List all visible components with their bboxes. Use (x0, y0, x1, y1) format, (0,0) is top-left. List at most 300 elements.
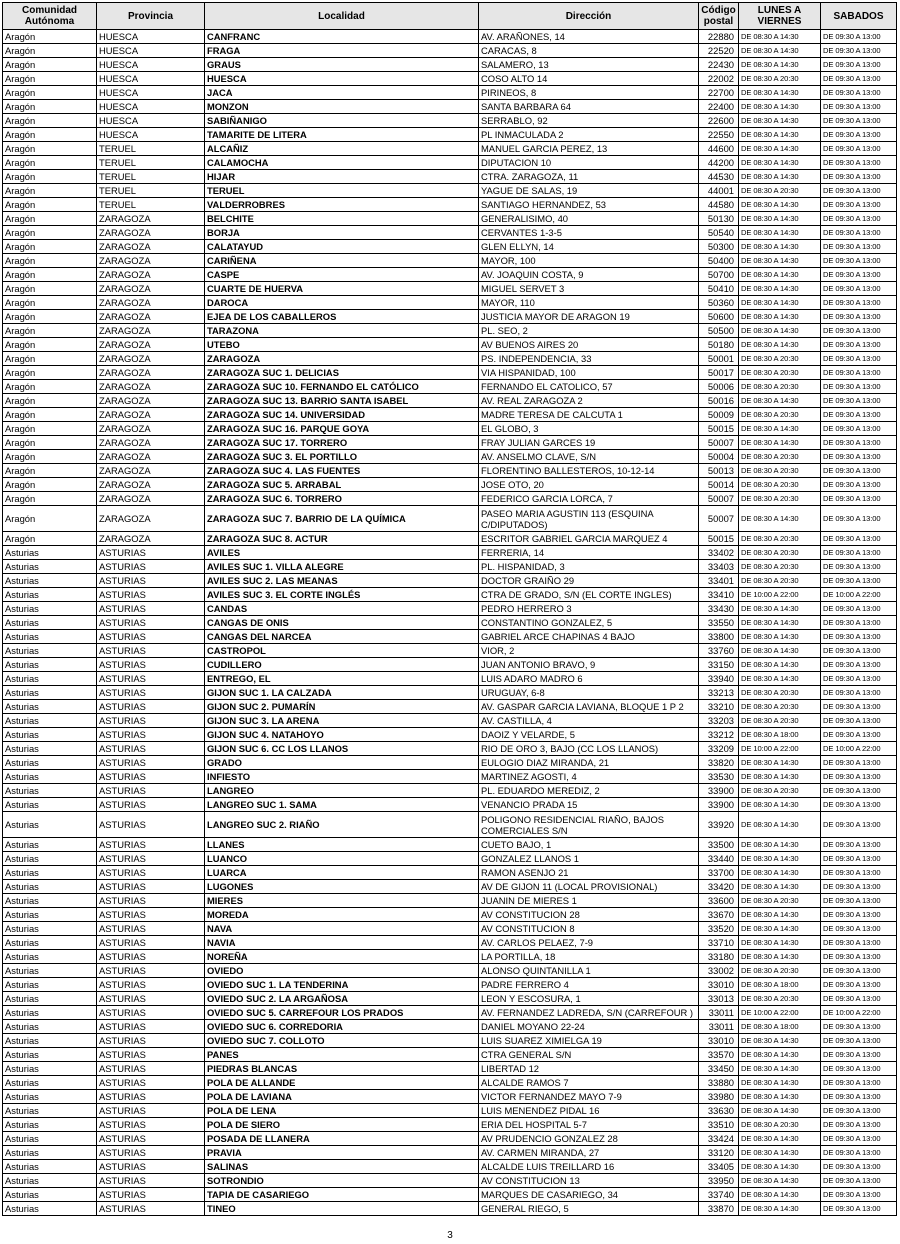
cell-localidad: POLA DE LAVIANA (205, 1090, 479, 1104)
cell-sabados: DE 09:30 A 13:00 (821, 658, 897, 672)
cell-localidad: PANES (205, 1048, 479, 1062)
table-row (3, 184, 897, 198)
table-row (3, 1076, 897, 1090)
cell-lunes-viernes: DE 08:30 A 14:30 (739, 1104, 821, 1118)
cell-comunidad: Asturias (3, 908, 97, 922)
cell-direccion: JUANIN DE MIERES 1 (479, 894, 699, 908)
cell-lunes-viernes: DE 08:30 A 14:30 (739, 128, 821, 142)
cell-provincia: HUESCA (97, 44, 205, 58)
cell-lunes-viernes: DE 08:30 A 14:30 (739, 310, 821, 324)
cell-lunes-viernes: DE 08:30 A 20:30 (739, 964, 821, 978)
cell-lunes-viernes: DE 08:30 A 20:30 (739, 72, 821, 86)
table-row (3, 644, 897, 658)
cell-direccion: ALONSO QUINTANILLA 1 (479, 964, 699, 978)
cell-comunidad: Asturias (3, 992, 97, 1006)
cell-codigo-postal: 33209 (699, 742, 739, 756)
cell-localidad: LANGREO SUC 1. SAMA (205, 798, 479, 812)
cell-comunidad: Aragón (3, 422, 97, 436)
cell-localidad: ZARAGOZA SUC 10. FERNANDO EL CATÓLICO (205, 380, 479, 394)
cell-comunidad: Asturias (3, 602, 97, 616)
cell-codigo-postal: 33740 (699, 1188, 739, 1202)
cell-sabados: DE 09:30 A 13:00 (821, 436, 897, 450)
cell-codigo-postal: 33940 (699, 672, 739, 686)
header-row (3, 3, 897, 30)
cell-codigo-postal: 33550 (699, 616, 739, 630)
cell-lunes-viernes: DE 08:30 A 20:30 (739, 560, 821, 574)
cell-comunidad: Asturias (3, 894, 97, 908)
cell-provincia: ASTURIAS (97, 978, 205, 992)
cell-lunes-viernes: DE 08:30 A 14:30 (739, 1062, 821, 1076)
table-row (3, 408, 897, 422)
cell-lunes-viernes: DE 08:30 A 14:30 (739, 422, 821, 436)
cell-comunidad: Aragón (3, 58, 97, 72)
table-row (3, 128, 897, 142)
cell-sabados: DE 09:30 A 13:00 (821, 1048, 897, 1062)
cell-provincia: ASTURIAS (97, 936, 205, 950)
cell-sabados: DE 09:30 A 13:00 (821, 128, 897, 142)
table-row (3, 770, 897, 784)
cell-sabados: DE 09:30 A 13:00 (821, 532, 897, 546)
cell-direccion: PL. SEO, 2 (479, 324, 699, 338)
cell-provincia: ASTURIAS (97, 1090, 205, 1104)
cell-direccion: ALCALDE LUIS TREILLARD 16 (479, 1160, 699, 1174)
cell-direccion: GENERALISIMO, 40 (479, 212, 699, 226)
cell-provincia: ZARAGOZA (97, 338, 205, 352)
cell-comunidad: Asturias (3, 1188, 97, 1202)
cell-direccion: MAYOR, 110 (479, 296, 699, 310)
branch-table-sheet (2, 2, 896, 1216)
cell-codigo-postal: 33430 (699, 602, 739, 616)
cell-localidad: ENTREGO, EL (205, 672, 479, 686)
cell-direccion: AV CONSTITUCION 28 (479, 908, 699, 922)
table-row (3, 100, 897, 114)
header-direccion: Dirección (479, 3, 699, 30)
cell-direccion: FERRERIA, 14 (479, 546, 699, 560)
cell-localidad: POSADA DE LLANERA (205, 1132, 479, 1146)
cell-direccion: POLIGONO RESIDENCIAL RIAÑO, BAJOS COMERCIALES S/N (479, 812, 699, 838)
cell-localidad: TAPIA DE CASARIEGO (205, 1188, 479, 1202)
cell-sabados: DE 09:30 A 13:00 (821, 156, 897, 170)
cell-sabados: DE 09:30 A 13:00 (821, 1076, 897, 1090)
cell-comunidad: Aragón (3, 184, 97, 198)
cell-comunidad: Asturias (3, 672, 97, 686)
cell-direccion: PIRINEOS, 8 (479, 86, 699, 100)
cell-direccion: SALAMERO, 13 (479, 58, 699, 72)
cell-direccion: VENANCIO PRADA 15 (479, 798, 699, 812)
cell-direccion: EL GLOBO, 3 (479, 422, 699, 436)
cell-lunes-viernes: DE 08:30 A 14:30 (739, 644, 821, 658)
table-row (3, 964, 897, 978)
cell-direccion: VIOR, 2 (479, 644, 699, 658)
cell-comunidad: Asturias (3, 950, 97, 964)
cell-codigo-postal: 50001 (699, 352, 739, 366)
cell-comunidad: Asturias (3, 1006, 97, 1020)
table-row (3, 852, 897, 866)
cell-lunes-viernes: DE 08:30 A 14:30 (739, 756, 821, 770)
cell-sabados: DE 09:30 A 13:00 (821, 422, 897, 436)
cell-provincia: ASTURIAS (97, 728, 205, 742)
cell-sabados: DE 09:30 A 13:00 (821, 58, 897, 72)
cell-lunes-viernes: DE 08:30 A 14:30 (739, 1132, 821, 1146)
cell-localidad: DAROCA (205, 296, 479, 310)
cell-provincia: ASTURIAS (97, 1202, 205, 1216)
cell-localidad: OVIEDO SUC 1. LA TENDERINA (205, 978, 479, 992)
cell-localidad: GIJON SUC 2. PUMARÍN (205, 700, 479, 714)
cell-sabados: DE 09:30 A 13:00 (821, 506, 897, 532)
table-row (3, 1090, 897, 1104)
cell-codigo-postal: 33900 (699, 784, 739, 798)
cell-direccion: GABRIEL ARCE CHAPINAS 4 BAJO (479, 630, 699, 644)
cell-direccion: JUSTICIA MAYOR DE ARAGON 19 (479, 310, 699, 324)
cell-lunes-viernes: DE 08:30 A 14:30 (739, 282, 821, 296)
cell-lunes-viernes: DE 08:30 A 14:30 (739, 1202, 821, 1216)
cell-lunes-viernes: DE 08:30 A 14:30 (739, 142, 821, 156)
cell-lunes-viernes: DE 08:30 A 14:30 (739, 798, 821, 812)
cell-comunidad: Aragón (3, 352, 97, 366)
table-row (3, 72, 897, 86)
cell-provincia: TERUEL (97, 170, 205, 184)
cell-sabados: DE 09:30 A 13:00 (821, 282, 897, 296)
cell-comunidad: Aragón (3, 282, 97, 296)
cell-direccion: AV CONSTITUCION 13 (479, 1174, 699, 1188)
cell-direccion: MANUEL GARCIA PEREZ, 13 (479, 142, 699, 156)
cell-direccion: ERIA DEL HOSPITAL 5-7 (479, 1118, 699, 1132)
cell-sabados: DE 09:30 A 13:00 (821, 366, 897, 380)
cell-provincia: ASTURIAS (97, 798, 205, 812)
cell-comunidad: Aragón (3, 212, 97, 226)
cell-codigo-postal: 50015 (699, 532, 739, 546)
cell-lunes-viernes: DE 08:30 A 14:30 (739, 254, 821, 268)
table-row (3, 1104, 897, 1118)
cell-direccion: MAYOR, 100 (479, 254, 699, 268)
cell-sabados: DE 09:30 A 13:00 (821, 450, 897, 464)
cell-lunes-viernes: DE 08:30 A 14:30 (739, 436, 821, 450)
cell-sabados: DE 09:30 A 13:00 (821, 770, 897, 784)
cell-provincia: ASTURIAS (97, 546, 205, 560)
cell-sabados: DE 09:30 A 13:00 (821, 560, 897, 574)
cell-localidad: LLANES (205, 838, 479, 852)
cell-codigo-postal: 44600 (699, 142, 739, 156)
cell-codigo-postal: 22880 (699, 30, 739, 44)
cell-lunes-viernes: DE 08:30 A 14:30 (739, 880, 821, 894)
cell-provincia: ASTURIAS (97, 1076, 205, 1090)
cell-lunes-viernes: DE 08:30 A 14:30 (739, 658, 821, 672)
cell-provincia: ASTURIAS (97, 756, 205, 770)
cell-provincia: ASTURIAS (97, 588, 205, 602)
cell-codigo-postal: 33203 (699, 714, 739, 728)
cell-localidad: OVIEDO SUC 2. LA ARGAÑOSA (205, 992, 479, 1006)
cell-lunes-viernes: DE 08:30 A 14:30 (739, 630, 821, 644)
cell-direccion: GONZALEZ LLANOS 1 (479, 852, 699, 866)
cell-codigo-postal: 50410 (699, 282, 739, 296)
table-row (3, 58, 897, 72)
table-row (3, 798, 897, 812)
cell-codigo-postal: 22400 (699, 100, 739, 114)
cell-provincia: ASTURIAS (97, 1160, 205, 1174)
table-row (3, 532, 897, 546)
cell-codigo-postal: 33700 (699, 866, 739, 880)
cell-codigo-postal: 22600 (699, 114, 739, 128)
cell-provincia: ASTURIAS (97, 770, 205, 784)
cell-provincia: ASTURIAS (97, 922, 205, 936)
cell-codigo-postal: 33010 (699, 978, 739, 992)
cell-lunes-viernes: DE 08:30 A 14:30 (739, 770, 821, 784)
cell-direccion: GLEN ELLYN, 14 (479, 240, 699, 254)
table-row (3, 714, 897, 728)
cell-comunidad: Aragón (3, 128, 97, 142)
cell-direccion: PL. HISPANIDAD, 3 (479, 560, 699, 574)
cell-sabados: DE 09:30 A 13:00 (821, 100, 897, 114)
cell-sabados: DE 09:30 A 13:00 (821, 478, 897, 492)
cell-localidad: LANGREO (205, 784, 479, 798)
cell-comunidad: Aragón (3, 114, 97, 128)
cell-provincia: ASTURIAS (97, 964, 205, 978)
cell-lunes-viernes: DE 08:30 A 14:30 (739, 170, 821, 184)
cell-provincia: ZARAGOZA (97, 436, 205, 450)
cell-comunidad: Asturias (3, 784, 97, 798)
cell-provincia: ASTURIAS (97, 602, 205, 616)
cell-lunes-viernes: DE 08:30 A 14:30 (739, 100, 821, 114)
table-row (3, 422, 897, 436)
cell-localidad: ZARAGOZA SUC 6. TORRERO (205, 492, 479, 506)
cell-direccion: JOSE OTO, 20 (479, 478, 699, 492)
cell-direccion: CTRA DE GRADO, S/N (EL CORTE INGLES) (479, 588, 699, 602)
cell-provincia: ASTURIAS (97, 950, 205, 964)
table-row (3, 352, 897, 366)
cell-direccion: LUIS SUAREZ XIMIELGA 19 (479, 1034, 699, 1048)
cell-direccion: CUETO BAJO, 1 (479, 838, 699, 852)
cell-localidad: AVILES SUC 2. LAS MEANAS (205, 574, 479, 588)
cell-lunes-viernes: DE 08:30 A 14:30 (739, 1090, 821, 1104)
table-body (3, 30, 897, 1216)
cell-localidad: ZARAGOZA SUC 8. ACTUR (205, 532, 479, 546)
cell-direccion: JUAN ANTONIO BRAVO, 9 (479, 658, 699, 672)
table-row (3, 1160, 897, 1174)
cell-provincia: ASTURIAS (97, 1020, 205, 1034)
cell-sabados: DE 09:30 A 13:00 (821, 170, 897, 184)
cell-lunes-viernes: DE 08:30 A 20:30 (739, 1118, 821, 1132)
table-row (3, 560, 897, 574)
cell-provincia: ASTURIAS (97, 1132, 205, 1146)
cell-codigo-postal: 44001 (699, 184, 739, 198)
cell-provincia: ASTURIAS (97, 714, 205, 728)
cell-comunidad: Aragón (3, 380, 97, 394)
cell-comunidad: Asturias (3, 838, 97, 852)
cell-sabados: DE 09:30 A 13:00 (821, 254, 897, 268)
cell-codigo-postal: 33424 (699, 1132, 739, 1146)
cell-direccion: LEON Y ESCOSURA, 1 (479, 992, 699, 1006)
cell-localidad: CUARTE DE HUERVA (205, 282, 479, 296)
cell-direccion: VIA HISPANIDAD, 100 (479, 366, 699, 380)
cell-sabados: DE 09:30 A 13:00 (821, 268, 897, 282)
table-row (3, 366, 897, 380)
cell-provincia: ZARAGOZA (97, 478, 205, 492)
cell-comunidad: Asturias (3, 1034, 97, 1048)
cell-sabados: DE 09:30 A 13:00 (821, 1062, 897, 1076)
cell-codigo-postal: 33403 (699, 560, 739, 574)
cell-codigo-postal: 33870 (699, 1202, 739, 1216)
cell-sabados: DE 09:30 A 13:00 (821, 672, 897, 686)
cell-direccion: AV. FERNANDEZ LADREDA, S/N (CARREFOUR ) (479, 1006, 699, 1020)
cell-provincia: ASTURIAS (97, 1174, 205, 1188)
cell-localidad: HUESCA (205, 72, 479, 86)
table-row (3, 742, 897, 756)
cell-direccion: PASEO MARIA AGUSTIN 113 (ESQUINA C/DIPUTADOS) (479, 506, 699, 532)
table-row (3, 212, 897, 226)
cell-direccion: ESCRITOR GABRIEL GARCIA MARQUEZ 4 (479, 532, 699, 546)
cell-localidad: CALATAYUD (205, 240, 479, 254)
cell-codigo-postal: 33213 (699, 686, 739, 700)
cell-sabados: DE 09:30 A 13:00 (821, 978, 897, 992)
cell-codigo-postal: 33450 (699, 1062, 739, 1076)
cell-lunes-viernes: DE 08:30 A 18:00 (739, 978, 821, 992)
cell-provincia: ASTURIAS (97, 700, 205, 714)
cell-provincia: ZARAGOZA (97, 408, 205, 422)
cell-sabados: DE 09:30 A 13:00 (821, 184, 897, 198)
cell-lunes-viernes: DE 08:30 A 20:30 (739, 546, 821, 560)
table-row (3, 1118, 897, 1132)
cell-localidad: CASPE (205, 268, 479, 282)
cell-codigo-postal: 33800 (699, 630, 739, 644)
table-row (3, 156, 897, 170)
cell-localidad: EJEA DE LOS CABALLEROS (205, 310, 479, 324)
cell-localidad: GRAUS (205, 58, 479, 72)
cell-comunidad: Aragón (3, 240, 97, 254)
cell-sabados: DE 09:30 A 13:00 (821, 352, 897, 366)
cell-direccion: FEDERICO GARCIA LORCA, 7 (479, 492, 699, 506)
cell-provincia: ZARAGOZA (97, 366, 205, 380)
cell-comunidad: Asturias (3, 1174, 97, 1188)
cell-comunidad: Aragón (3, 198, 97, 212)
cell-sabados: DE 09:30 A 13:00 (821, 464, 897, 478)
cell-lunes-viernes: DE 08:30 A 20:30 (739, 992, 821, 1006)
cell-comunidad: Aragón (3, 506, 97, 532)
cell-comunidad: Aragón (3, 366, 97, 380)
cell-sabados: DE 09:30 A 13:00 (821, 44, 897, 58)
cell-provincia: ZARAGOZA (97, 464, 205, 478)
cell-localidad: GIJON SUC 1. LA CALZADA (205, 686, 479, 700)
cell-codigo-postal: 33120 (699, 1146, 739, 1160)
cell-localidad: UTEBO (205, 338, 479, 352)
cell-localidad: JACA (205, 86, 479, 100)
cell-direccion: DANIEL MOYANO 22-24 (479, 1020, 699, 1034)
cell-direccion: CTRA GENERAL S/N (479, 1048, 699, 1062)
cell-localidad: PIEDRAS BLANCAS (205, 1062, 479, 1076)
cell-comunidad: Asturias (3, 964, 97, 978)
cell-direccion: LIBERTAD 12 (479, 1062, 699, 1076)
table-row (3, 464, 897, 478)
cell-localidad: CANFRANC (205, 30, 479, 44)
cell-provincia: ZARAGOZA (97, 532, 205, 546)
cell-direccion: AV. ANSELMO CLAVE, S/N (479, 450, 699, 464)
cell-lunes-viernes: DE 08:30 A 20:30 (739, 574, 821, 588)
cell-direccion: DAOIZ Y VELARDE, 5 (479, 728, 699, 742)
table-row (3, 546, 897, 560)
cell-comunidad: Aragón (3, 226, 97, 240)
cell-localidad: CANGAS DEL NARCEA (205, 630, 479, 644)
table-row (3, 44, 897, 58)
cell-sabados: DE 09:30 A 13:00 (821, 574, 897, 588)
cell-comunidad: Aragón (3, 142, 97, 156)
cell-lunes-viernes: DE 08:30 A 14:30 (739, 936, 821, 950)
table-row (3, 728, 897, 742)
cell-lunes-viernes: DE 08:30 A 14:30 (739, 324, 821, 338)
cell-codigo-postal: 50540 (699, 226, 739, 240)
cell-lunes-viernes: DE 08:30 A 14:30 (739, 1076, 821, 1090)
table-row (3, 1174, 897, 1188)
cell-direccion: PEDRO HERRERO 3 (479, 602, 699, 616)
cell-codigo-postal: 50015 (699, 422, 739, 436)
cell-lunes-viernes: DE 08:30 A 20:30 (739, 478, 821, 492)
table-row (3, 478, 897, 492)
cell-lunes-viernes: DE 08:30 A 14:30 (739, 30, 821, 44)
cell-provincia: ZARAGOZA (97, 226, 205, 240)
table-row (3, 1020, 897, 1034)
cell-comunidad: Aragón (3, 170, 97, 184)
cell-sabados: DE 09:30 A 13:00 (821, 964, 897, 978)
cell-direccion: AV. JOAQUIN COSTA, 9 (479, 268, 699, 282)
table-row (3, 686, 897, 700)
cell-provincia: ZARAGOZA (97, 492, 205, 506)
cell-comunidad: Asturias (3, 1132, 97, 1146)
cell-lunes-viernes: DE 08:30 A 14:30 (739, 602, 821, 616)
header-localidad: Localidad (205, 3, 479, 30)
cell-codigo-postal: 33950 (699, 1174, 739, 1188)
cell-sabados: DE 09:30 A 13:00 (821, 380, 897, 394)
cell-sabados: DE 09:30 A 13:00 (821, 1118, 897, 1132)
cell-lunes-viernes: DE 08:30 A 20:30 (739, 184, 821, 198)
cell-provincia: ASTURIAS (97, 560, 205, 574)
table-row (3, 254, 897, 268)
cell-direccion: MARQUES DE CASARIEGO, 34 (479, 1188, 699, 1202)
cell-lunes-viernes: DE 08:30 A 14:30 (739, 838, 821, 852)
cell-codigo-postal: 50360 (699, 296, 739, 310)
cell-direccion: SERRABLO, 92 (479, 114, 699, 128)
cell-sabados: DE 09:30 A 13:00 (821, 1034, 897, 1048)
cell-codigo-postal: 33410 (699, 588, 739, 602)
cell-codigo-postal: 22700 (699, 86, 739, 100)
cell-comunidad: Asturias (3, 922, 97, 936)
cell-sabados: DE 09:30 A 13:00 (821, 1174, 897, 1188)
cell-codigo-postal: 33210 (699, 700, 739, 714)
cell-provincia: HUESCA (97, 100, 205, 114)
cell-lunes-viernes: DE 08:30 A 20:30 (739, 686, 821, 700)
cell-direccion: DOCTOR GRAIÑO 29 (479, 574, 699, 588)
cell-provincia: ASTURIAS (97, 644, 205, 658)
cell-sabados: DE 09:30 A 13:00 (821, 546, 897, 560)
table-row (3, 310, 897, 324)
cell-comunidad: Asturias (3, 588, 97, 602)
cell-codigo-postal: 33510 (699, 1118, 739, 1132)
table-row (3, 574, 897, 588)
cell-sabados: DE 09:30 A 13:00 (821, 1202, 897, 1216)
cell-direccion: COSO ALTO 14 (479, 72, 699, 86)
cell-sabados: DE 09:30 A 13:00 (821, 324, 897, 338)
cell-provincia: TERUEL (97, 184, 205, 198)
cell-localidad: CALAMOCHA (205, 156, 479, 170)
cell-lunes-viernes: DE 08:30 A 14:30 (739, 672, 821, 686)
cell-provincia: ASTURIAS (97, 812, 205, 838)
header-sabados: SABADOS (821, 3, 897, 30)
cell-localidad: HIJAR (205, 170, 479, 184)
cell-codigo-postal: 33760 (699, 644, 739, 658)
cell-sabados: DE 09:30 A 13:00 (821, 644, 897, 658)
cell-lunes-viernes: DE 08:30 A 14:30 (739, 1174, 821, 1188)
cell-localidad: LUANCO (205, 852, 479, 866)
cell-provincia: ASTURIAS (97, 1048, 205, 1062)
cell-lunes-viernes: DE 08:30 A 14:30 (739, 616, 821, 630)
cell-codigo-postal: 33920 (699, 812, 739, 838)
